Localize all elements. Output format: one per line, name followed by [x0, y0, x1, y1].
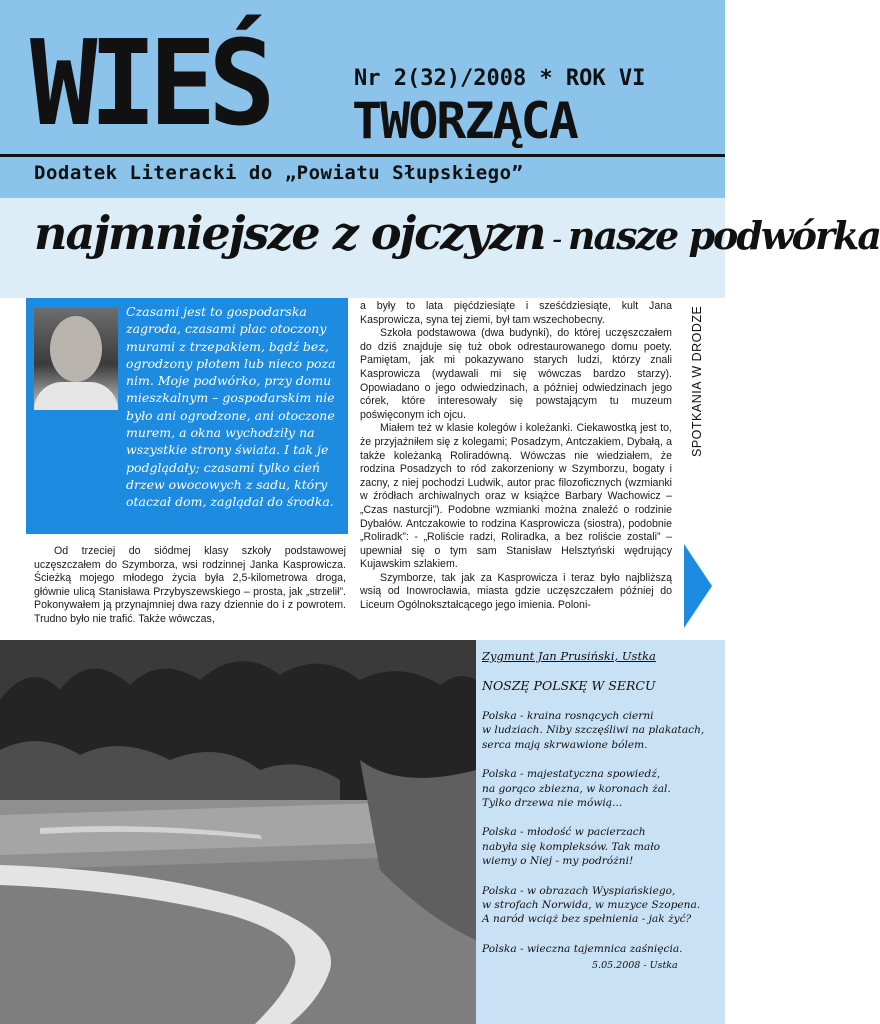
section-label: SPOTKANIA W DRODZE: [690, 305, 704, 457]
poem-line: serca mają skrwawione bólem.: [482, 738, 648, 751]
author-photo-shirt: [34, 382, 118, 410]
masthead: [0, 0, 725, 198]
paragraph: a były to lata pięćdziesiąte i sześćdziesiąte, kult Jana Kasprowicza, syna tej ziemi, był tam wszechobecny.: [360, 300, 672, 326]
issue-number: Nr 2(32)/2008 * ROK VI: [354, 66, 646, 91]
masthead-divider: [0, 154, 725, 157]
continue-arrow-icon: [684, 544, 712, 628]
poem-line: w ludziach. Niby szczęśliwi na plakatach,: [482, 724, 705, 737]
poem-body: [482, 709, 718, 971]
headline-dash: -: [544, 222, 568, 257]
poem-stanza: [482, 825, 718, 868]
logo-tworzaca: TWORZĄCA: [352, 92, 577, 150]
poem-line: Polska - w obrazach Wyspiańskiego,: [482, 884, 676, 897]
poem-line: wiemy o Niej - my podróżni!: [482, 855, 634, 868]
headline-main: najmniejsze z ojczyzn: [34, 206, 545, 260]
logo-wies: WIEŚ: [30, 16, 268, 153]
article-column-left: [34, 545, 346, 627]
poem-stanza: [482, 709, 718, 752]
poem-stanza: [482, 884, 718, 927]
poem-line: Tylko drzewa nie mówią...: [482, 797, 623, 810]
landscape-illustration: [0, 640, 476, 1024]
author-photo-head: [50, 316, 102, 382]
paragraph: Od trzeciej do siódmej klasy szkoły podstawowej uczęszczałem do Szymborza, wsi rodzinnej Janka Kasprowicza. Ścieżką mojego młodego życia była 2,5-kilometrowa droga, głównie ulicą Stanisława Przybyszewskiego – prosta, jak „strzelił”. Pokonywałem ją przynajmniej dwa razy dziennie do i z powrotem. Trudno było nie trafić. Także wówczas,: [34, 545, 346, 625]
poem-line: Polska - kraina rosnących cierni: [482, 710, 654, 722]
poem-line: Polska - majestatyczna spowiedź,: [482, 768, 661, 781]
paragraph: Szkoła podstawowa (dwa budynki), do której uczęszczałem do dziś znajduje się tuż obok odrestaurowanego domu poety. Pamiętam, jak mi pokazywano starych ludzi, którzy znali Kasprowicza (wydawali mi się wówczas bardzo starzy). Opowiadano o jego odwiedzinach, a później odwiedzinach jego córek, które interesowały się powstającym tu muzeum poświęconym ich ojcu.: [360, 327, 672, 421]
landscape-photo: [0, 640, 476, 1024]
masthead-subtitle: Dodatek Literacki do „Powiatu Słupskiego”: [34, 162, 524, 184]
poem-line: nabyła się kompleksów. Tak mało: [482, 840, 661, 853]
author-photo: [34, 308, 118, 410]
poem-stanza: [482, 767, 718, 810]
intro-text: Czasami jest to gospodarska zagroda, czasami plac otoczony murami z trzepakiem, bądź bez, ogrodzony płotem lub nieco poza nim. Moje podwórko, przy domu mieszkalnym – gospodarskim nie było ani ogrodzone, ani otoczone murem, a okna wychodziły na wszystkie strony świata. I tak je podglądały; czasami tylko cień drzew owocowych z sadu, który otaczał dom, zaglądał do środka.: [126, 304, 336, 510]
article-column-right: [360, 300, 672, 613]
headline-tail: nasze podwórka: [567, 213, 880, 258]
paragraph: Szymborze, tak jak za Kasprowicza i teraz było najbliższą wsią od Inowrocławia, miasta gdzie uczęszczałem później do Liceum Ogólnokształcącego jego imienia. Poloni-: [360, 571, 672, 612]
poem-line: na gorąco zbiezna, w koronach żal.: [482, 782, 671, 795]
article-headline: [34, 206, 880, 260]
poem-title: NOSZĘ POLSKĘ W SERCU: [482, 678, 656, 693]
poem-line: w strofach Norwida, w muzyce Szopena.: [482, 899, 701, 912]
paragraph: Miałem też w klasie kolegów i koleżanki. Ciekawostką jest to, że przyjaźniłem się z kolegami; Posadzym, Antczakiem, Dybałą, a także koleżanką Roliradówną. Wówczas nie wiedziałem, że rodzina Posadzych to ród zakorzeniony w Szymborzu, bogaty i zacny, z niej pochodzi Ludwik, autor prac filozoficznych (wzmianki w źródłach archiwalnych oraz w książce Barbary Wachowicz – „Czas nasturcji”). Podobne wzmianki można znaleźć o rodzinie Dybałów. Antczakowie to rodzina Kasprowicza (siostra), podobnie „Roliradk”: - „Roliście radzi, Roliradka, a bez roliście zostali” – upewniał się o tym sam Stanisław Helsztyński wędrujący Kujawskim szlakiem.: [360, 422, 672, 571]
poem-author: Zygmunt Jan Prusiński, Ustka: [482, 649, 656, 663]
poem-line: Polska - wieczna tajemnica zaśnięcia.: [482, 942, 683, 955]
poem-line: Polska - młodość w pacierzach: [482, 826, 646, 839]
poem-signature: 5.05.2008 - Ustka: [592, 960, 678, 971]
poem-line: A naród wciąż bez spełnienia - jak żyć?: [482, 913, 692, 926]
poem-stanza: [482, 942, 718, 956]
